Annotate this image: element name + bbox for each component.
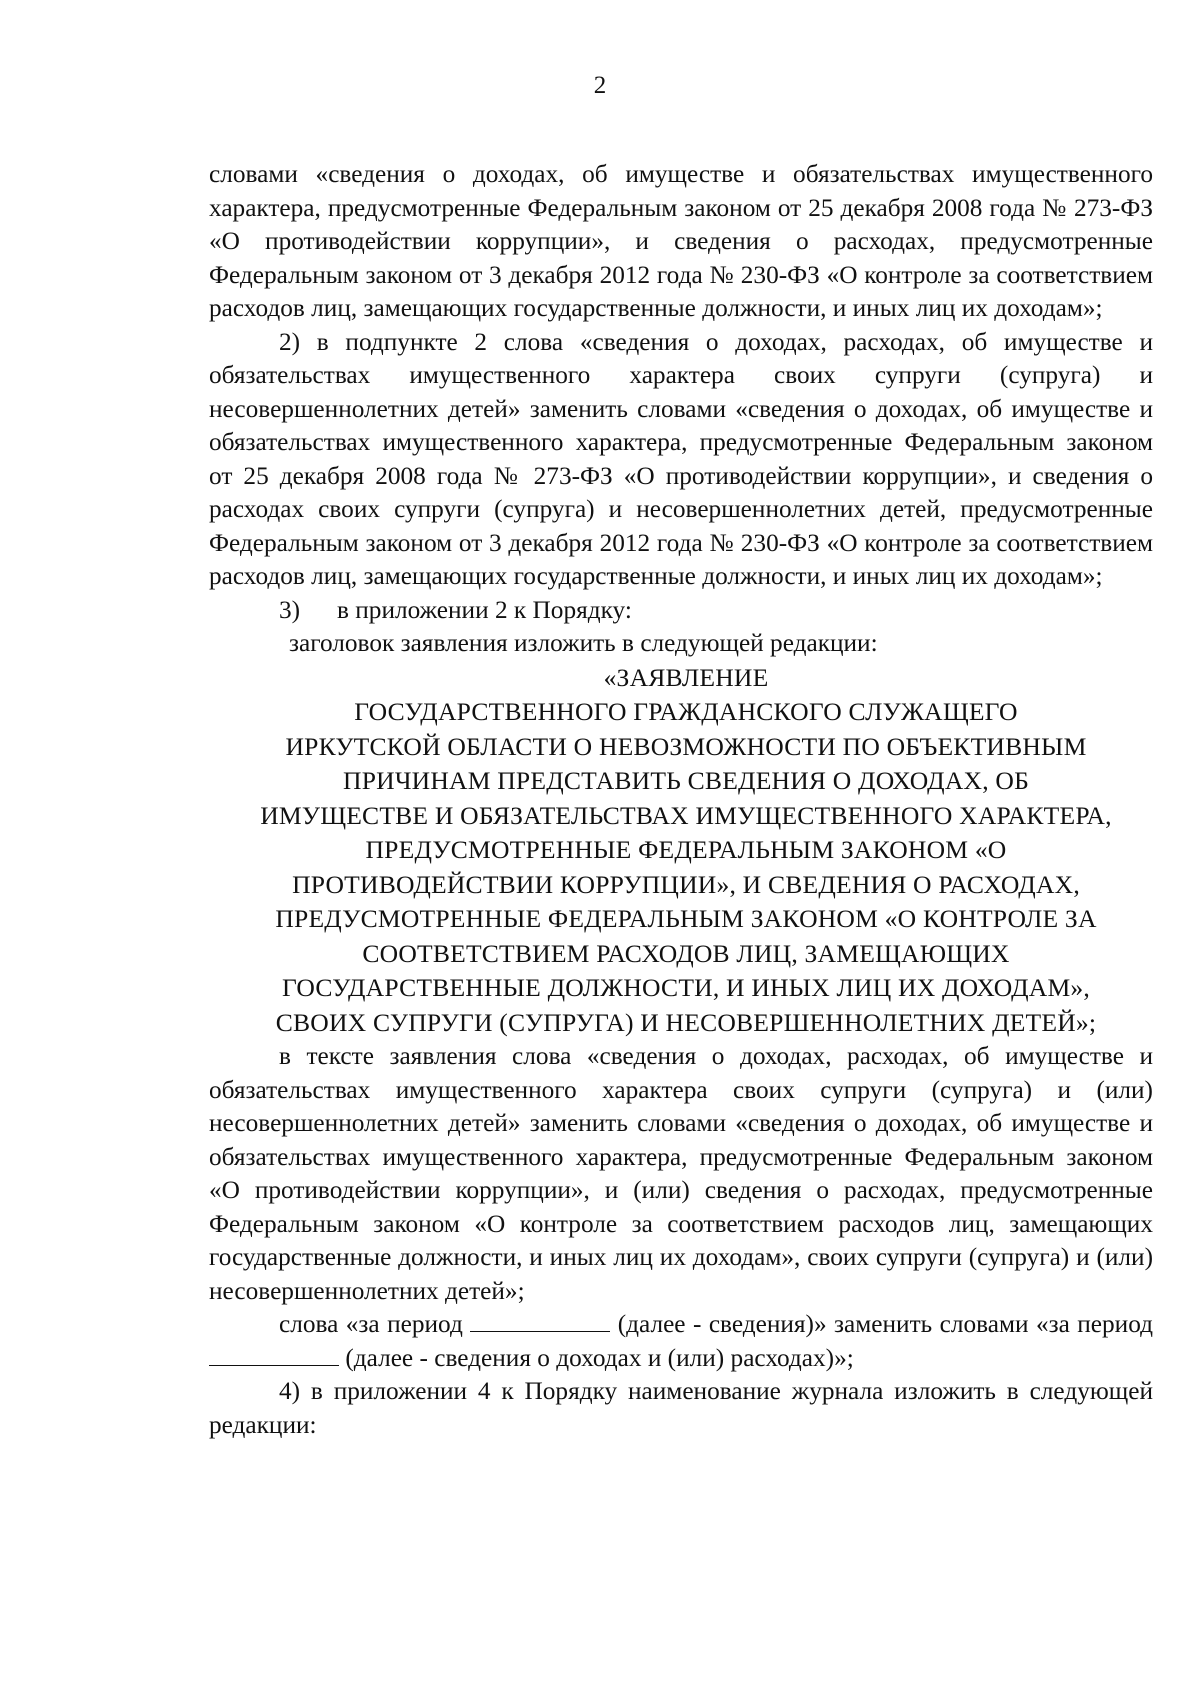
document-body [209,158,1153,1442]
heading-line: ГОСУДАРСТВЕННЫЕ ДОЛЖНОСТИ, И ИНЫХ ЛИЦ ИХ ДОХОДАМ», [281,973,1090,1002]
paragraph-statement-text: в тексте заявления слова «сведения о доходах, расходах, об имуществе и обязательствах имущественного характера своих супруги (супруга) и (или) несовершеннолетних детей» заменить словами «сведения о доходах, об имуществе и обязательствах имущественного характера, предусмотренные Федеральным законом «О противодействии коррупции», и (или) сведения о расходах, предусмотренные Федеральным законом «О контроле за соответствием расходов лиц, замещающих государственные должности, и иных лиц их доходам», своих супруги (супруга) и (или) несовершеннолетних детей»; [209,1042,1153,1305]
paragraph-heading-instruction: заголовок заявления изложить в следующей редакции: [289,629,878,657]
paragraph-item-3 [209,594,1153,628]
statement-heading [209,661,1153,1041]
paragraph-item-2: 2) в подпункте 2 слова «сведения о доходах, расходах, об имуществе и обязательствах имущественного характера своих супруги (супруга) и несовершеннолетних детей» заменить словами «сведения о доходах, об имуществе и обязательствах имущественного характера, предусмотренные Федеральным законом от 25 декабря 2008 года № 273-ФЗ «О противодействии коррупции», и сведения о расходах своих супруги (супруга) и несовершеннолетних детей, предусмотренные Федеральным законом от 3 декабря 2012 года № 230-ФЗ «О контроле за соответствием расходов лиц, замещающих государственные должности, и иных лиц их доходам»; [209,327,1153,590]
page-number: 2 [593,72,607,99]
paragraph-continuation: словами «сведения о доходах, об имуществе и обязательствах имущественного характера, предусмотренные Федеральным законом от 25 декабря 2008 года № 273-ФЗ «О противодействии коррупции», и сведения о расходах, предусмотренные Федеральным законом от 3 декабря 2012 года № 230-ФЗ «О контроле за соответствием расходов лиц, замещающих государственные должности, и иных лиц их доходам»; [209,160,1153,322]
item-text: в приложении 2 к Порядку: [337,595,632,624]
period-text-2: (далее - сведения)» заменить словами «за период [617,1310,1153,1338]
blank-line [470,1309,610,1332]
item-number: 3) [279,595,301,624]
blank-line [209,1343,339,1366]
heading-line: СВОИХ СУПРУГИ (СУПРУГА) И НЕСОВЕРШЕННОЛЕТНИХ ДЕТЕЙ»; [275,1007,1097,1037]
heading-line: ПРЕДУСМОТРЕННЫЕ ФЕДЕРАЛЬНЫМ ЗАКОНОМ «О [365,835,1007,864]
heading-line: СООТВЕТСТВИЕМ РАСХОДОВ ЛИЦ, ЗАМЕЩАЮЩИХ [362,938,1010,968]
heading-line: ПРЕДУСМОТРЕННЫЕ ФЕДЕРАЛЬНЫМ ЗАКОНОМ «О КОНТРОЛЕ ЗА [275,904,1097,933]
period-text-1: слова «за период [279,1310,463,1338]
paragraph-item-4: 4) в приложении 4 к Порядку наименование журнала изложить в следующей редакции: [209,1377,1153,1439]
heading-line: ИРКУТСКОЙ ОБЛАСТИ О НЕВОЗМОЖНОСТИ ПО ОБЪЕКТИВНЫМ [285,731,1087,761]
paragraph-period [209,1308,1153,1375]
heading-line: «ЗАЯВЛЕНИЕ [603,662,769,692]
period-text-3: (далее - сведения о доходах и (или) расходах)»; [345,1343,854,1372]
heading-line: ПРОТИВОДЕЙСТВИИ КОРРУПЦИИ», И СВЕДЕНИЯ О РАСХОДАХ, [292,869,1080,899]
heading-line: ГОСУДАРСТВЕННОГО ГРАЖДАНСКОГО СЛУЖАЩЕГО [354,697,1018,726]
heading-line: ИМУЩЕСТВЕ И ОБЯЗАТЕЛЬСТВАХ ИМУЩЕСТВЕННОГО ХАРАКТЕРА, [260,800,1112,830]
heading-line: ПРИЧИНАМ ПРЕДСТАВИТЬ СВЕДЕНИЯ О ДОХОДАХ, ОБ [343,766,1029,795]
